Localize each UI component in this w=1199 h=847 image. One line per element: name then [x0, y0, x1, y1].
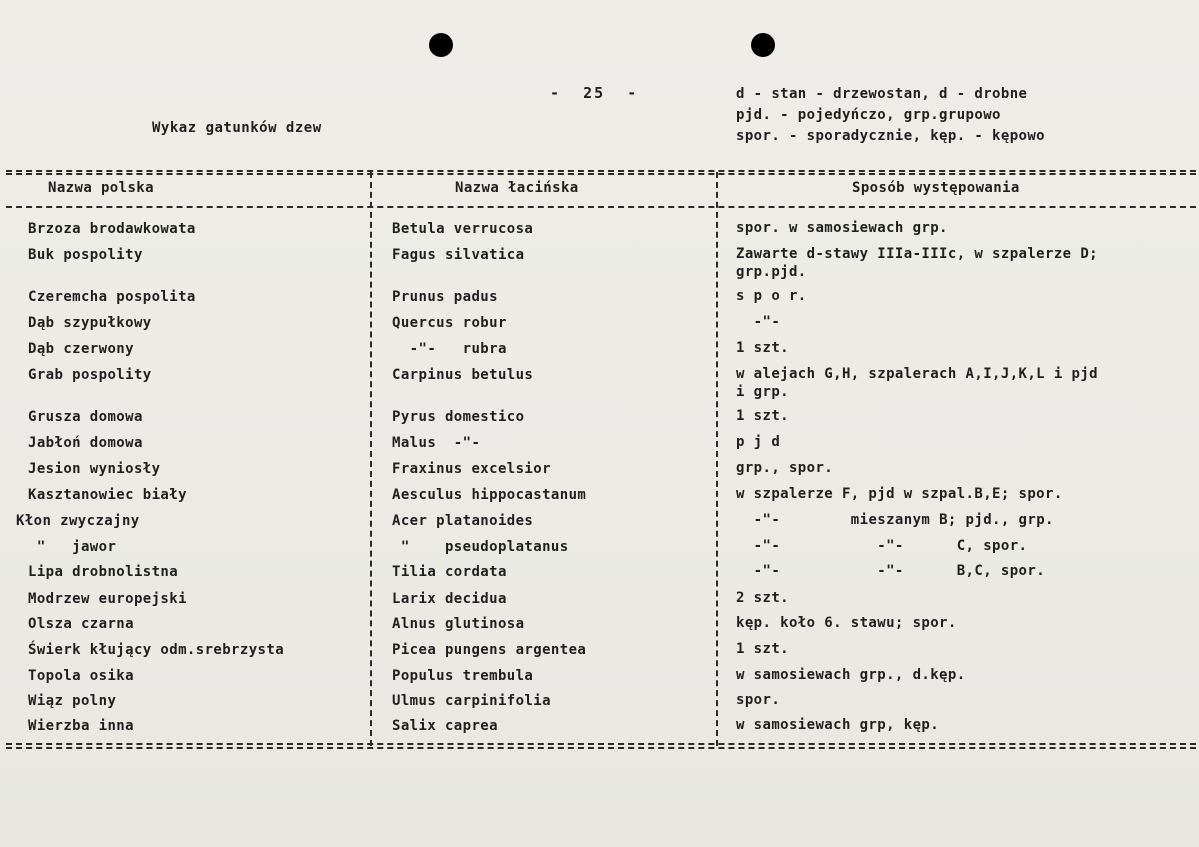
polish-name: Topola osika	[28, 668, 134, 684]
latin-name: Acer platanoides	[392, 513, 534, 529]
polish-name: Jabłoń domowa	[28, 435, 143, 451]
occurrence: w samosiewach grp, kęp.	[736, 717, 940, 733]
occurrence: -"- mieszanym B; pjd., grp.	[736, 512, 1054, 528]
polish-name: Świerk kłujący odm.srebrzysta	[28, 642, 285, 658]
polish-name: Jesion wyniosły	[28, 461, 161, 477]
occurrence: s p o r.	[736, 288, 807, 304]
latin-name: Aesculus hippocastanum	[392, 487, 587, 503]
latin-name: Betula verrucosa	[392, 221, 534, 237]
legend-line: d - stan - drzewostan, d - drobne	[736, 86, 1028, 102]
latin-name: Fraxinus excelsior	[392, 461, 551, 477]
polish-name: Buk pospolity	[28, 247, 143, 263]
occurrence: -"- -"- B,C, spor.	[736, 563, 1046, 579]
polish-name: Lipa drobnolistna	[28, 564, 179, 580]
latin-name: Prunus padus	[392, 289, 498, 305]
occurrence: 2 szt.	[736, 590, 789, 606]
column-divider-2	[716, 172, 718, 746]
occurrence: -"-	[736, 314, 781, 330]
latin-name: Ulmus carpinifolia	[392, 693, 551, 709]
occurrence: kęp. koło 6. stawu; spor.	[736, 615, 957, 631]
table-top-rule-second	[6, 173, 1196, 175]
polish-name: Brzoza brodawkowata	[28, 221, 196, 237]
polish-name: Dąb czerwony	[28, 341, 134, 357]
column-header-latin: Nazwa łacińska	[455, 180, 579, 196]
header-bottom-rule	[6, 206, 1196, 208]
latin-name: Tilia cordata	[392, 564, 507, 580]
polish-name: Olsza czarna	[28, 616, 134, 632]
occurrence: w samosiewach grp., d.kęp.	[736, 667, 966, 683]
punch-hole-left	[429, 33, 453, 57]
polish-name: Dąb szypułkowy	[28, 315, 152, 331]
legend-line: pjd. - pojedyńczo, grp.grupowo	[736, 107, 1001, 123]
latin-name: Picea pungens argentea	[392, 642, 587, 658]
page-title: Wykaz gatunków dzew	[152, 120, 322, 136]
table-bottom-rule-second	[6, 747, 1196, 749]
occurrence: p j d	[736, 434, 781, 450]
latin-name: Carpinus betulus	[392, 367, 534, 383]
occurrence: spor.	[736, 692, 781, 708]
occurrence: grp., spor.	[736, 460, 834, 476]
polish-name: Grusza domowa	[28, 409, 143, 425]
polish-name: " jawor	[28, 539, 117, 555]
punch-hole-right	[751, 33, 775, 57]
column-divider-1	[370, 172, 372, 746]
polish-name: Grab pospolity	[28, 367, 152, 383]
page-number: - 25 -	[550, 84, 639, 102]
occurrence: 1 szt.	[736, 340, 789, 356]
latin-name: Salix caprea	[392, 718, 498, 734]
occurrence: Zawarte d-stawy IIIa-IIIc, w szpalerze D; grp.pjd.	[736, 246, 1098, 280]
latin-name: -"- rubra	[392, 341, 507, 357]
occurrence: 1 szt.	[736, 408, 789, 424]
polish-name: Kłon zwyczajny	[16, 513, 140, 529]
occurrence: w alejach G,H, szpalerach A,I,J,K,L i pjd i grp.	[736, 366, 1098, 400]
latin-name: Quercus robur	[392, 315, 507, 331]
latin-name: " pseudoplatanus	[392, 539, 569, 555]
occurrence: spor. w samosiewach grp.	[736, 220, 948, 236]
latin-name: Larix decidua	[392, 591, 507, 607]
polish-name: Modrzew europejski	[28, 591, 187, 607]
occurrence: 1 szt.	[736, 641, 789, 657]
latin-name: Pyrus domestico	[392, 409, 525, 425]
column-header-polish: Nazwa polska	[48, 180, 154, 196]
table-bottom-rule	[6, 743, 1196, 745]
polish-name: Wierzba inna	[28, 718, 134, 734]
polish-name: Kasztanowiec biały	[28, 487, 187, 503]
latin-name: Malus -"-	[392, 435, 481, 451]
abbreviation-legend	[736, 84, 1045, 147]
column-header-occurrence: Sposób występowania	[852, 180, 1020, 196]
occurrence: -"- -"- C, spor.	[736, 538, 1028, 554]
latin-name: Alnus glutinosa	[392, 616, 525, 632]
occurrence: w szpalerze F, pjd w szpal.B,E; spor.	[736, 486, 1063, 502]
polish-name: Wiąz polny	[28, 693, 117, 709]
latin-name: Populus trembula	[392, 668, 534, 684]
latin-name: Fagus silvatica	[392, 247, 525, 263]
legend-line: spor. - sporadycznie, kęp. - kępowo	[736, 128, 1046, 144]
polish-name: Czeremcha pospolita	[28, 289, 196, 305]
table-top-rule	[6, 170, 1196, 172]
